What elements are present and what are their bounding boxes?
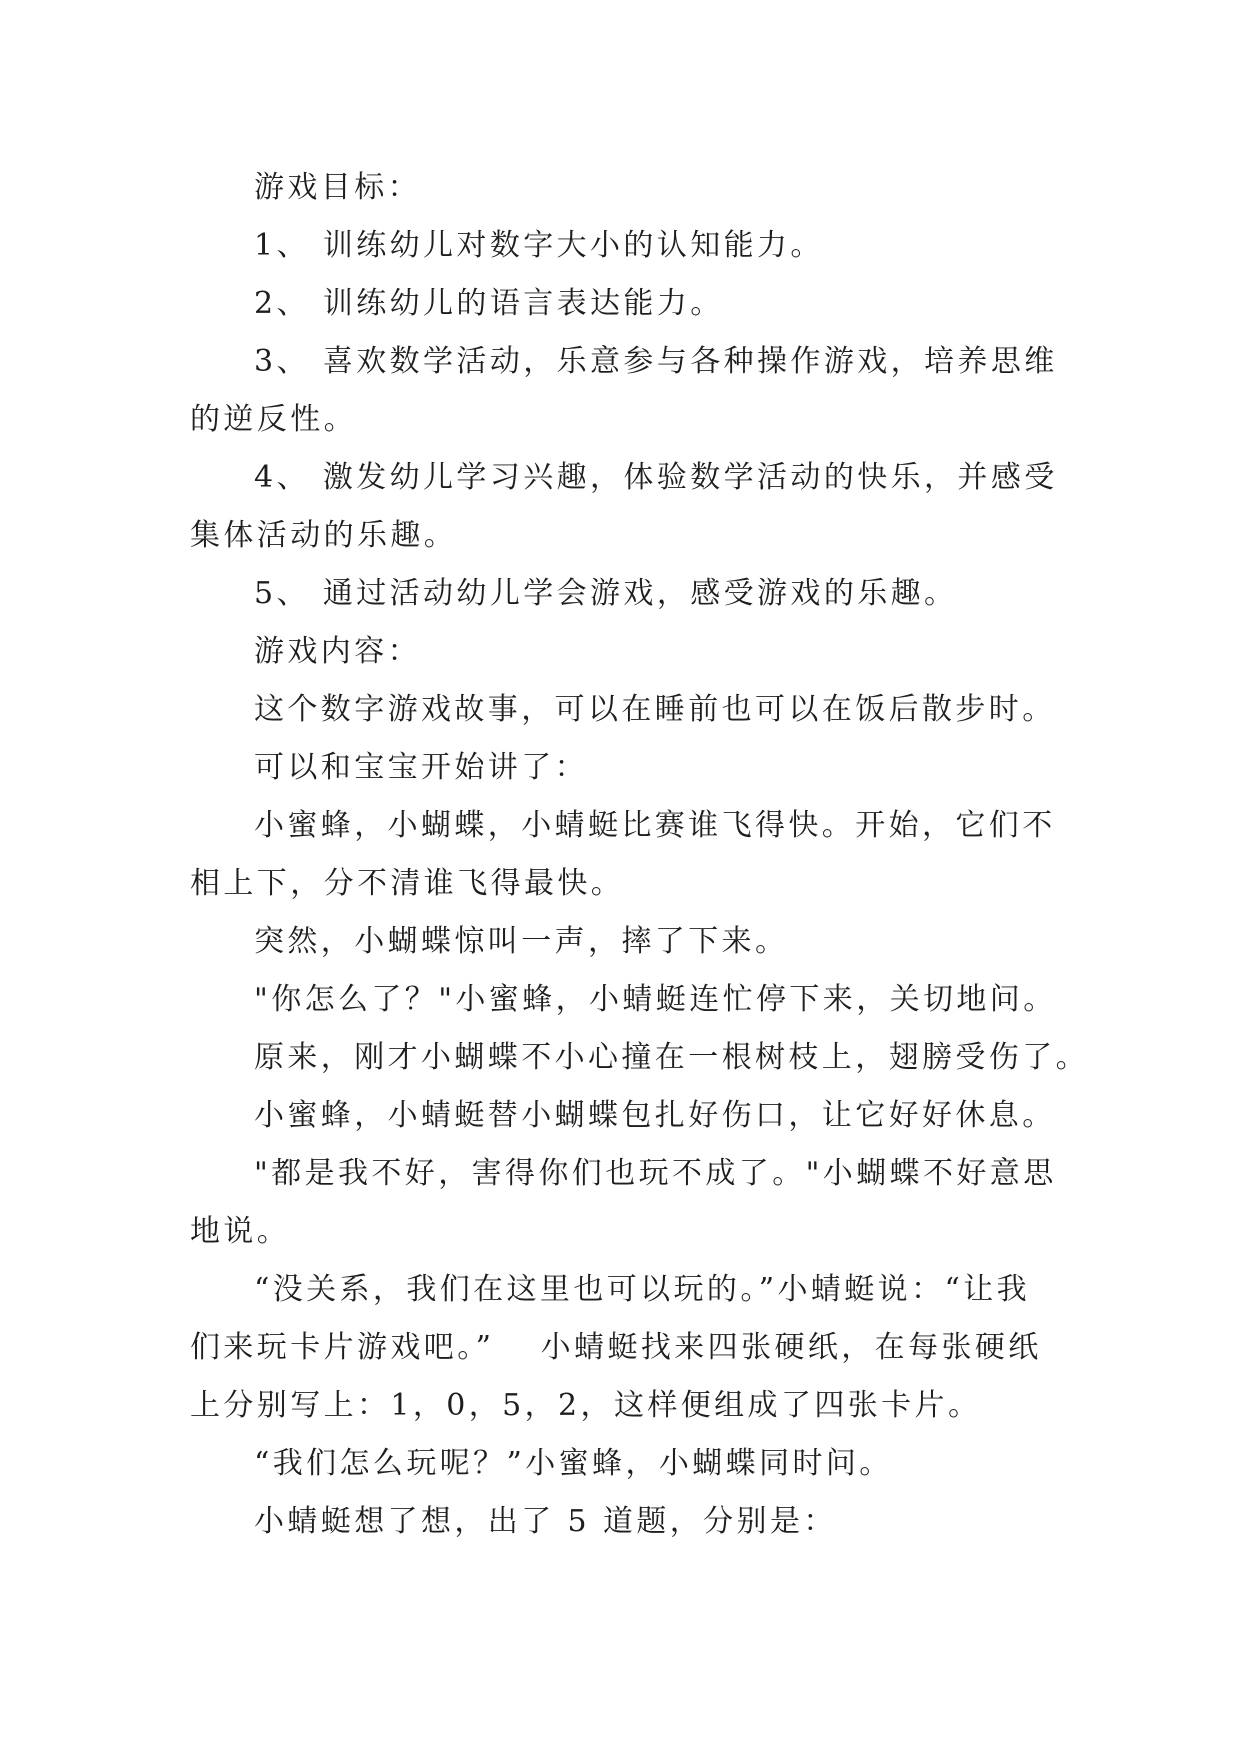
paragraph-line: "你怎么了？"小蜜蜂，小蜻蜓连忙停下来，关切地问。 [254,982,1057,1017]
paragraph-line: 这个数字游戏故事，可以在睡前也可以在饭后散步时。 [254,692,1056,727]
paragraph-line: “没关系，我们在这里也可以玩的。”小蜻蜓说：“让我 [254,1272,1031,1307]
paragraph-line: 上分别写上：1，0，5，2，这样便组成了四张卡片。 [190,1388,982,1423]
goal-item-4-continued: 集体活动的乐趣。 [190,518,458,553]
goal-item-3-continued: 的逆反性。 [190,402,357,437]
paragraph-line: 小蜜蜂，小蜻蜓替小蝴蝶包扎好伤口，让它好好休息。 [254,1098,1056,1133]
paragraph-line: 原来，刚才小蝴蝶不小心撞在一根树枝上，翅膀受伤了。 [254,1040,1089,1075]
goal-item-1: 1、 训练幼儿对数字大小的认知能力。 [254,228,824,263]
goal-item-2: 2、 训练幼儿的语言表达能力。 [254,286,724,321]
paragraph-line: 地说。 [190,1214,291,1249]
paragraph-line: 突然，小蝴蝶惊叫一声，摔了下来。 [254,924,789,959]
paragraph-line: 可以和宝宝开始讲了： [254,750,588,785]
section-heading-goals: 游戏目标： [254,170,421,205]
section-heading-content: 游戏内容： [254,634,421,669]
paragraph-line: 们来玩卡片游戏吧。” 小蜻蜓找来四张硬纸，在每张硬纸 [190,1330,1042,1365]
goal-item-5: 5、 通过活动幼儿学会游戏，感受游戏的乐趣。 [254,576,958,611]
document-body [190,168,1089,1560]
goal-item-4: 4、 激发幼儿学习兴趣，体验数学活动的快乐，并感受 [254,460,1058,495]
goal-item-3: 3、 喜欢数学活动，乐意参与各种操作游戏，培养思维 [254,344,1058,379]
paragraph-line: 小蜜蜂，小蝴蝶，小蜻蜓比赛谁飞得快。开始，它们不 [254,808,1056,843]
paragraph-line: "都是我不好，害得你们也玩不成了。"小蝴蝶不好意思 [254,1156,1057,1191]
paragraph-line: 相上下，分不清谁飞得最快。 [190,866,625,901]
paragraph-line: “我们怎么玩呢？”小蜜蜂，小蝴蝶同时问。 [254,1446,893,1481]
paragraph-line: 小蜻蜓想了想，出了 5 道题，分别是： [254,1504,837,1539]
